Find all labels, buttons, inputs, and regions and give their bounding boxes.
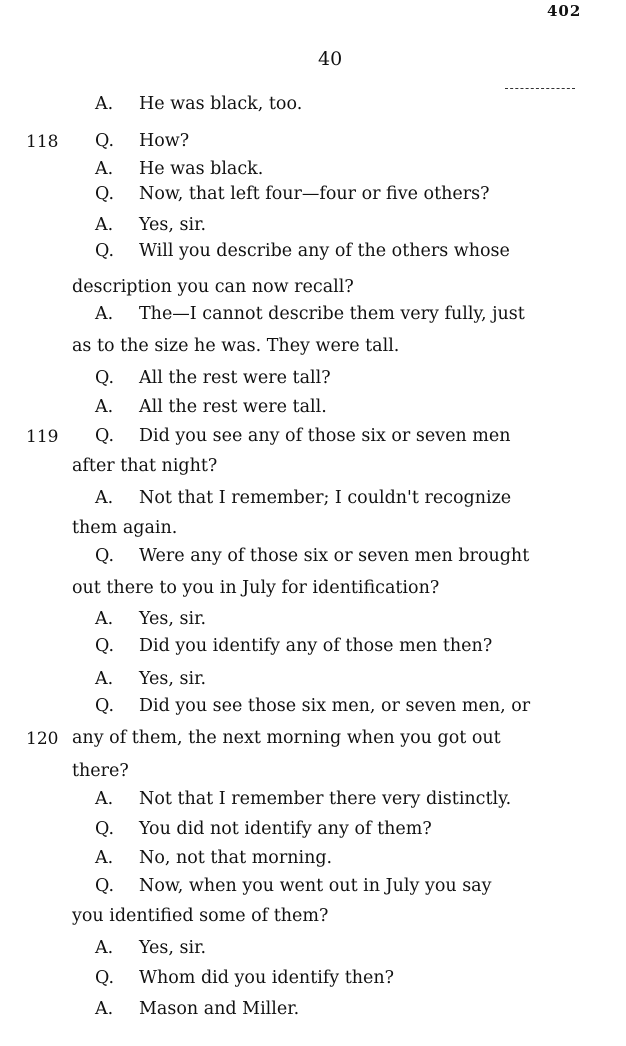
line-text: You did not identify any of them?: [139, 819, 432, 839]
speaker-label: Q.: [95, 368, 115, 388]
line-text: after that night?: [72, 456, 218, 476]
line-text: Did you identify any of those men then?: [139, 636, 493, 656]
line-text: He was black.: [139, 159, 264, 179]
line-text: Yes, sir.: [139, 215, 207, 235]
transcript-line: [95, 183, 489, 205]
transcript-line: [95, 847, 332, 869]
line-text: Did you see those six men, or seven men, or: [139, 696, 531, 716]
speaker-label: A.: [95, 999, 114, 1019]
line-text: Mason and Miller.: [139, 999, 300, 1019]
line-text: Will you describe any of the others whose: [139, 241, 510, 261]
transcript-line: [95, 214, 206, 236]
transcript-line: [95, 158, 263, 180]
margin-page-number: 120: [26, 729, 59, 749]
transcript-line: [72, 335, 399, 357]
transcript-line: [95, 93, 302, 115]
line-text: All the rest were tall?: [139, 368, 331, 388]
line-text: Yes, sir.: [139, 938, 207, 958]
line-text: Were any of those six or seven men brought: [139, 546, 530, 566]
speaker-label: Q.: [95, 636, 115, 656]
line-text: Now, that left four—four or five others?: [139, 184, 490, 204]
transcript-line: [95, 818, 432, 840]
transcript-line: [95, 635, 492, 657]
line-text: Now, when you went out in July you say: [139, 876, 492, 896]
margin-page-number: 119: [26, 427, 59, 447]
line-text: as to the size he was. They were tall.: [72, 336, 400, 356]
line-text: Not that I remember there very distinctly.: [139, 789, 512, 809]
transcript-line: [95, 695, 530, 717]
transcript-line: [72, 905, 328, 927]
transcript-line: [95, 608, 206, 630]
transcript-line: [95, 998, 299, 1020]
line-text: The—I cannot describe them very fully, just: [139, 304, 525, 324]
transcript-line: [95, 303, 525, 325]
speaker-label: Q.: [95, 184, 115, 204]
speaker-label: A.: [95, 609, 114, 629]
transcript-line: [95, 487, 511, 509]
line-text: He was black, too.: [139, 94, 303, 114]
speaker-label: Q.: [95, 968, 115, 988]
transcript-line: [72, 727, 501, 749]
transcript-line: [95, 425, 510, 447]
transcript-line: [72, 276, 354, 298]
transcript-line: [95, 545, 529, 567]
transcript-line: [95, 396, 327, 418]
speaker-label: A.: [95, 94, 114, 114]
transcript-line: [72, 577, 439, 599]
transcript-line: [72, 517, 177, 539]
line-text: any of them, the next morning when you got out: [72, 728, 501, 748]
transcript-line: [95, 367, 331, 389]
line-text: All the rest were tall.: [139, 397, 327, 417]
line-text: them again.: [72, 518, 178, 538]
page-number: 40: [318, 48, 343, 70]
speaker-label: Q.: [95, 819, 115, 839]
line-text: No, not that morning.: [139, 848, 333, 868]
speaker-label: A.: [95, 789, 114, 809]
margin-page-number: 118: [26, 132, 59, 152]
line-text: out there to you in July for identification?: [72, 578, 440, 598]
line-text: How?: [139, 131, 190, 151]
line-text: Whom did you identify then?: [139, 968, 395, 988]
line-text: description you can now recall?: [72, 277, 354, 297]
transcript-line: [72, 760, 129, 782]
speaker-label: A.: [95, 488, 114, 508]
line-text: Did you see any of those six or seven men: [139, 426, 511, 446]
transcript-line: [95, 788, 511, 810]
line-text: Yes, sir.: [139, 669, 207, 689]
line-text: Not that I remember; I couldn't recognize: [139, 488, 512, 508]
speaker-label: Q.: [95, 546, 115, 566]
speaker-label: A.: [95, 159, 114, 179]
speaker-label: Q.: [95, 696, 115, 716]
speaker-label: A.: [95, 669, 114, 689]
speaker-label: A.: [95, 304, 114, 324]
transcript-line: [95, 875, 492, 897]
line-text: you identified some of them?: [72, 906, 329, 926]
transcript-line: [95, 130, 189, 152]
transcript-line: [95, 967, 394, 989]
transcript-line: [95, 668, 206, 690]
transcript-line: [72, 455, 217, 477]
speaker-label: A.: [95, 938, 114, 958]
speaker-label: Q.: [95, 241, 115, 261]
corner-mark: 402: [547, 2, 582, 20]
speaker-label: A.: [95, 848, 114, 868]
line-text: there?: [72, 761, 129, 781]
line-text: Yes, sir.: [139, 609, 207, 629]
speaker-label: Q.: [95, 426, 115, 446]
speaker-label: A.: [95, 215, 114, 235]
speaker-label: Q.: [95, 131, 115, 151]
transcript-line: [95, 937, 206, 959]
transcript-line: [95, 240, 510, 262]
speaker-label: Q.: [95, 876, 115, 896]
speaker-label: A.: [95, 397, 114, 417]
decorative-rule: [505, 88, 575, 89]
